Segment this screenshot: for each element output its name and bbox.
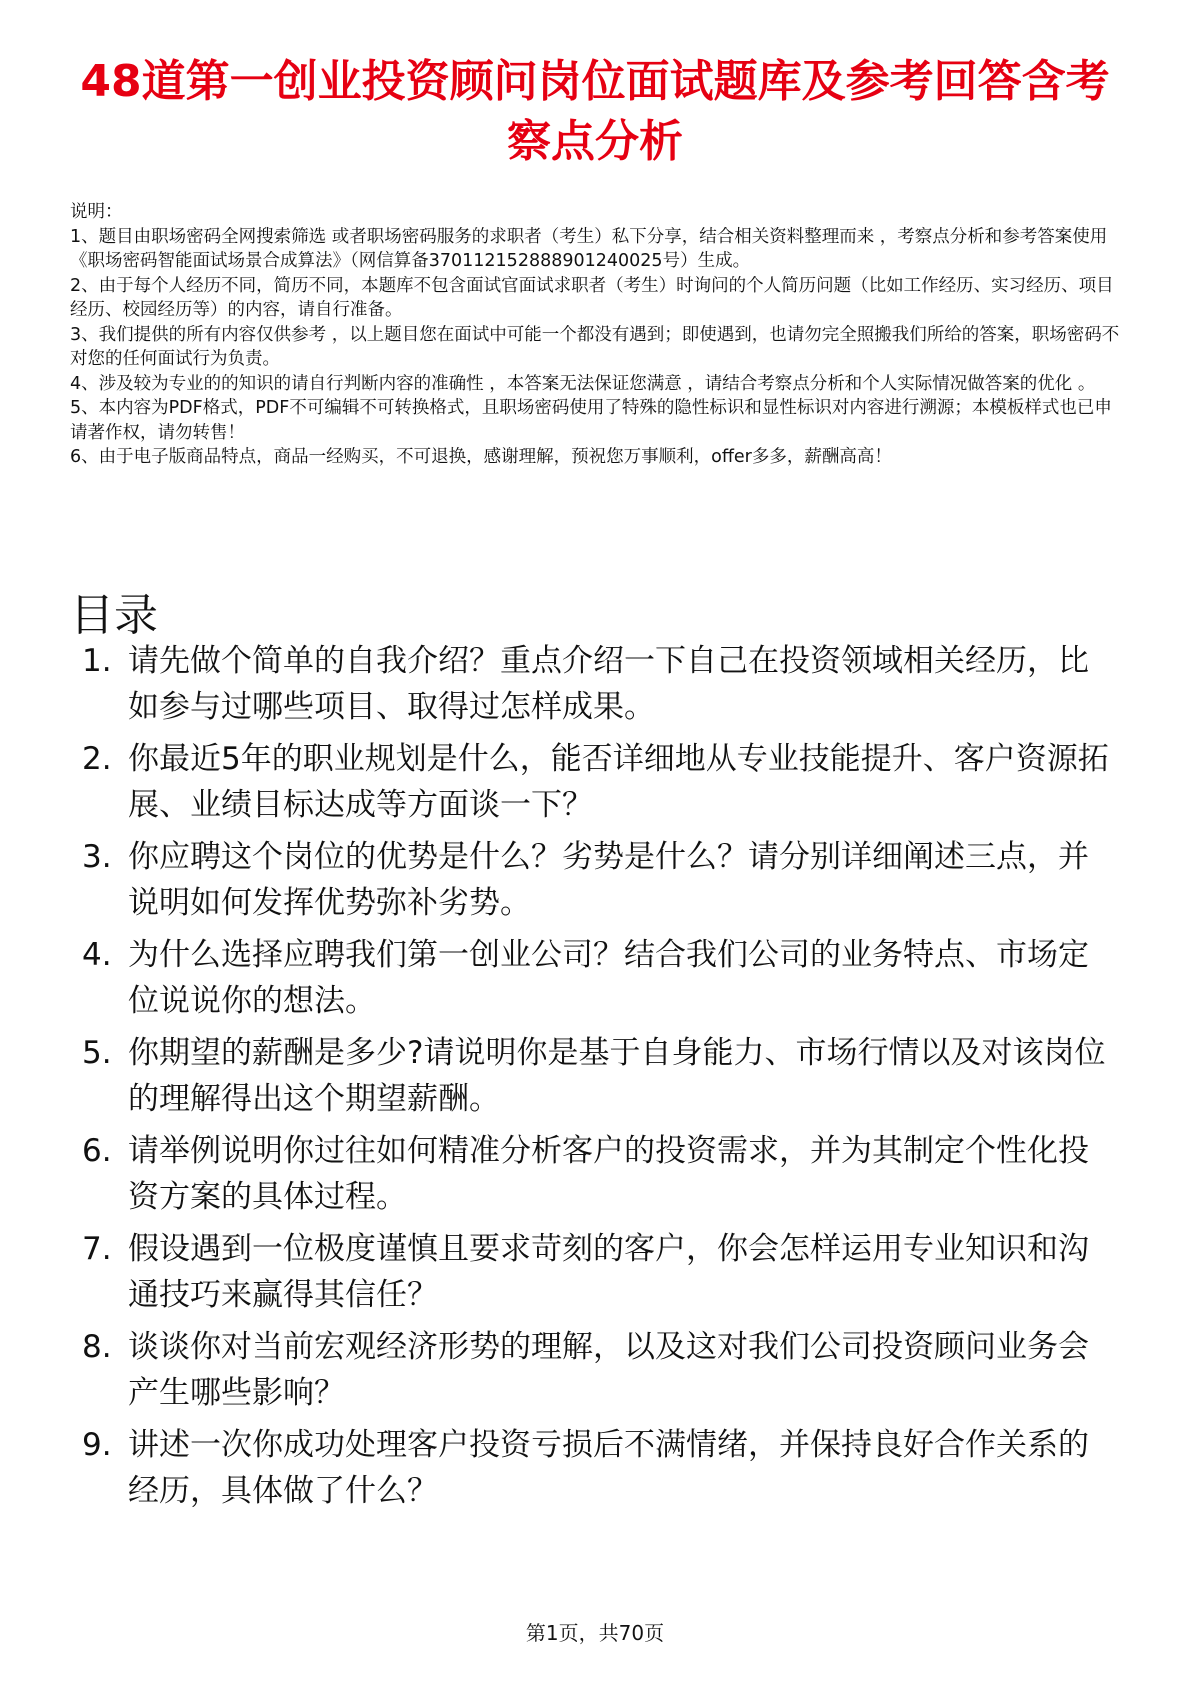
- question-text: 讲述一次你成功处理客户投资亏损后不满情绪，并保持良好合作关系的经历，具体做了什么？: [128, 1427, 1089, 1509]
- question-number: 1.: [82, 643, 112, 679]
- question-text: 请先做个简单的自我介绍？重点介绍一下自己在投资领域相关经历，比如参与过哪些项目、取得过怎样成果。: [128, 643, 1089, 725]
- question-text: 谈谈你对当前宏观经济形势的理解，以及这对我们公司投资顾问业务会产生哪些影响？: [128, 1329, 1089, 1411]
- note-item: 2、由于每个人经历不同，简历不同，本题库不包含面试官面试求职者（考生）时询问的个人简历问题（比如工作经历、实习经历、项目经历、校园经历等）的内容，请自行准备。: [70, 275, 1114, 320]
- note-item: 6、由于电子版商品特点，商品一经购买，不可退换，感谢理解，预祝您万事顺利，offer多多，薪酬高高！: [70, 447, 892, 467]
- question-text: 请举例说明你过往如何精准分析客户的投资需求，并为其制定个性化投资方案的具体过程。: [128, 1133, 1089, 1215]
- question-number: 6.: [82, 1133, 112, 1169]
- question-item: [70, 1324, 1120, 1416]
- question-item: [70, 1128, 1120, 1220]
- note-item: 3、我们提供的所有内容仅供参考 ，以上题目您在面试中可能一个都没有遇到；即使遇到，也请勿完全照搬我们所给的答案，职场密码不对您的任何面试行为负责。: [70, 324, 1120, 369]
- question-number: 5.: [82, 1035, 112, 1071]
- question-item: [70, 834, 1120, 926]
- question-number: 4.: [82, 937, 112, 973]
- question-number: 3.: [82, 839, 112, 875]
- document-title: 48道第一创业投资顾问岗位面试题库及参考回答含考察点分析: [80, 56, 1110, 167]
- question-text: 假设遇到一位极度谨慎且要求苛刻的客户，你会怎样运用专业知识和沟通技巧来赢得其信任？: [128, 1231, 1089, 1313]
- notes-heading: 说明：: [70, 202, 123, 222]
- question-item: [70, 1226, 1120, 1318]
- question-item: [70, 1422, 1120, 1514]
- question-item: [70, 638, 1120, 730]
- question-number: 8.: [82, 1329, 112, 1365]
- question-text: 为什么选择应聘我们第一创业公司？结合我们公司的业务特点、市场定位说说你的想法。: [128, 937, 1089, 1019]
- question-text: 你最近5年的职业规划是什么，能否详细地从专业技能提升、客户资源拓展、业绩目标达成等方面谈一下？: [128, 741, 1109, 823]
- question-text: 你期望的薪酬是多少?请说明你是基于自身能力、市场行情以及对该岗位的理解得出这个期望薪酬。: [128, 1035, 1106, 1117]
- question-number: 7.: [82, 1231, 112, 1267]
- notes-section: [70, 200, 1120, 470]
- page-footer: 第1页，共70页: [525, 1621, 665, 1645]
- note-item: 1、题目由职场密码全网搜索筛选 或者职场密码服务的求职者（考生）私下分享，结合相关资料整理而来 ，考察点分析和参考答案使用《职场密码智能面试场景合成算法》（网信算备370112152888901240025号）生成。: [70, 226, 1108, 271]
- question-item: [70, 736, 1120, 828]
- question-item: [70, 1030, 1120, 1122]
- toc-heading: 目录: [70, 590, 158, 641]
- note-item: 4、涉及较为专业的的知识的请自行判断内容的准确性 ，本答案无法保证您满意 ，请结合考察点分析和个人实际情况做答案的优化 。: [70, 373, 1096, 394]
- question-number: 2.: [82, 741, 112, 777]
- question-number: 9.: [82, 1427, 112, 1463]
- question-item: [70, 932, 1120, 1024]
- note-item: 5、本内容为PDF格式，PDF不可编辑不可转换格式，且职场密码使用了特殊的隐性标识和显性标识对内容进行溯源；本模板样式也已申请著作权，请勿转售！: [70, 398, 1112, 443]
- question-text: 你应聘这个岗位的优势是什么？劣势是什么？请分别详细阐述三点，并说明如何发挥优势弥补劣势。: [128, 839, 1089, 921]
